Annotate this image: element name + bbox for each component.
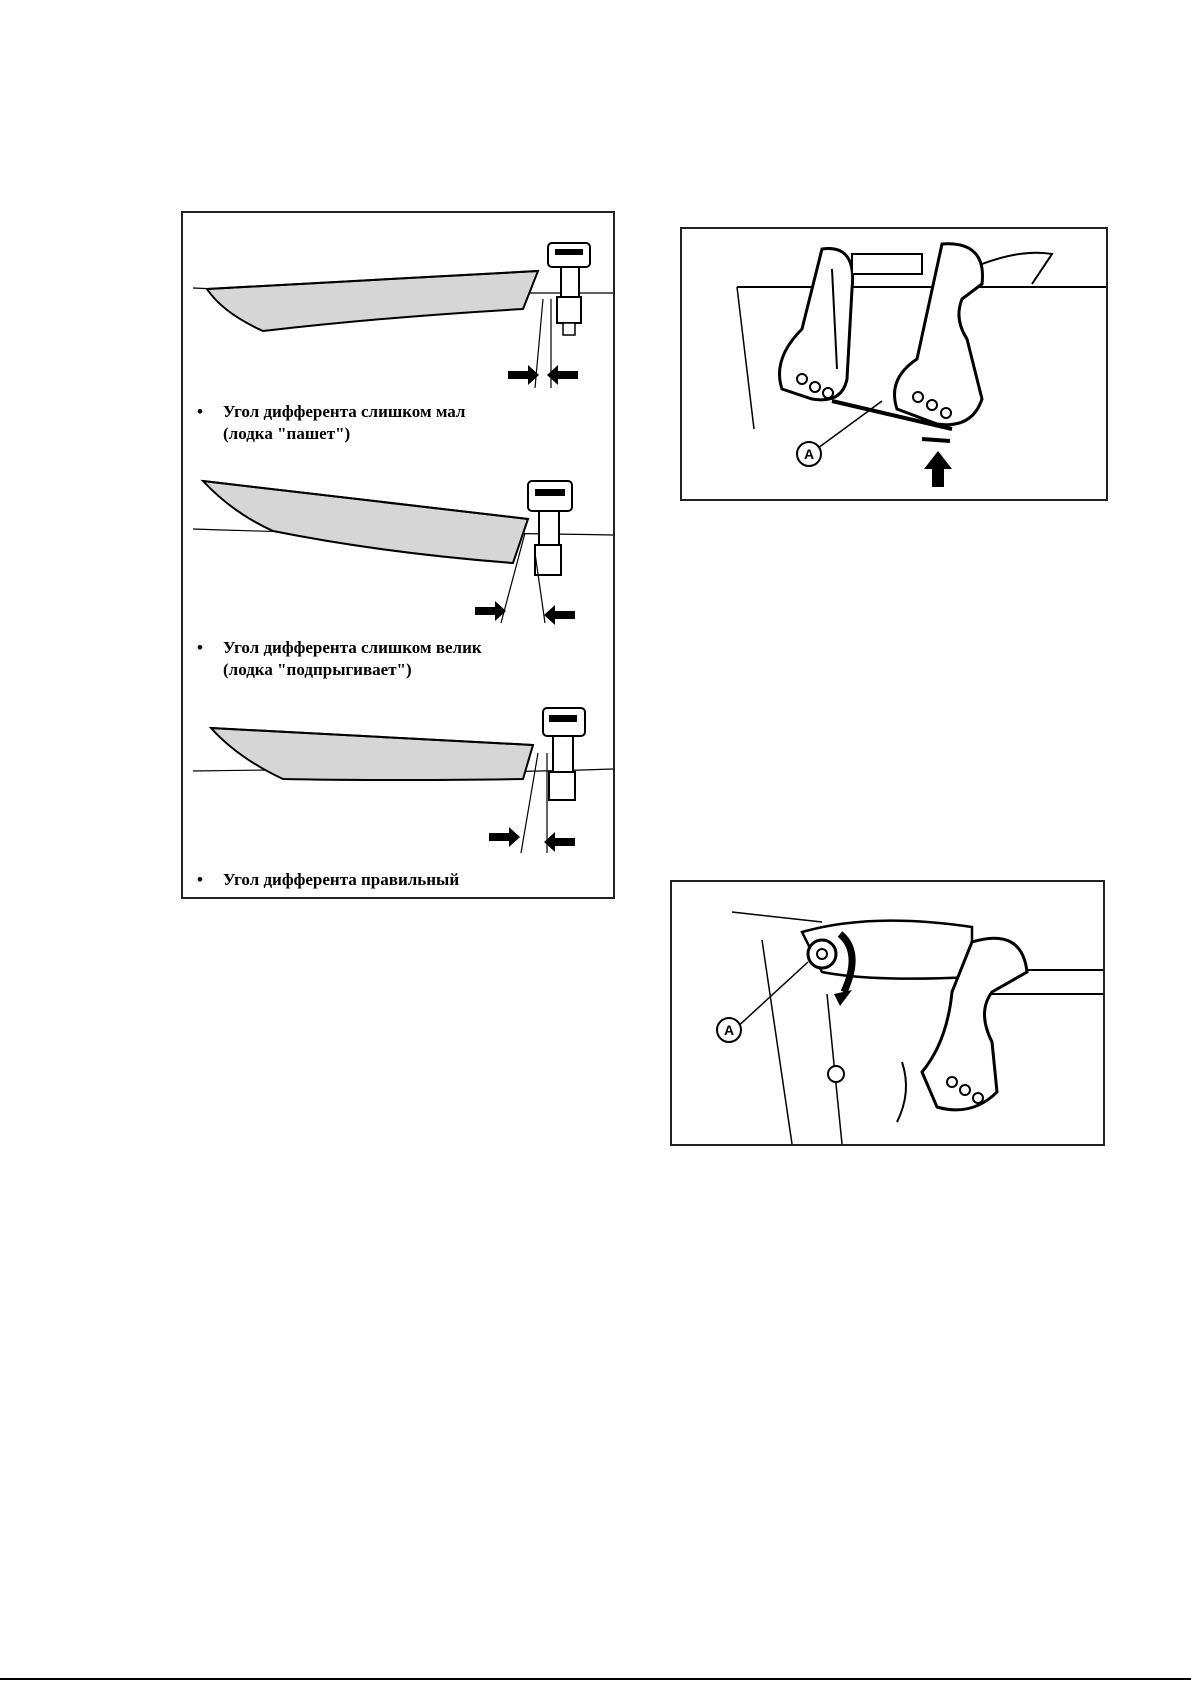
caption-line-1: Угол дифферента правильный <box>223 870 460 889</box>
trim-angle-panel <box>181 211 615 899</box>
clamp-bracket-figure <box>680 227 1108 501</box>
boat-scene-too-small <box>193 243 613 388</box>
boat-scene-correct <box>193 708 613 853</box>
caption-line-1: Угол дифферента слишком велик <box>223 638 482 657</box>
trim-illustrations <box>183 213 613 897</box>
caption-line-2: (лодка "подпрыгивает") <box>223 660 412 679</box>
tilt-knob-drawing <box>672 882 1103 1144</box>
callout-a: A <box>796 441 822 467</box>
caption-line-1: Угол дифферента слишком мал <box>223 402 466 421</box>
clamp-bracket-drawing <box>682 229 1106 499</box>
page-bottom-rule <box>0 1678 1191 1680</box>
bullet: • <box>197 870 203 889</box>
bullet: • <box>197 638 203 657</box>
boat-scene-too-large <box>193 481 613 625</box>
callout-a: A <box>716 1017 742 1043</box>
tilt-knob-figure <box>670 880 1105 1146</box>
caption-line-2: (лодка "пашет") <box>223 424 351 443</box>
bullet: • <box>197 402 203 421</box>
